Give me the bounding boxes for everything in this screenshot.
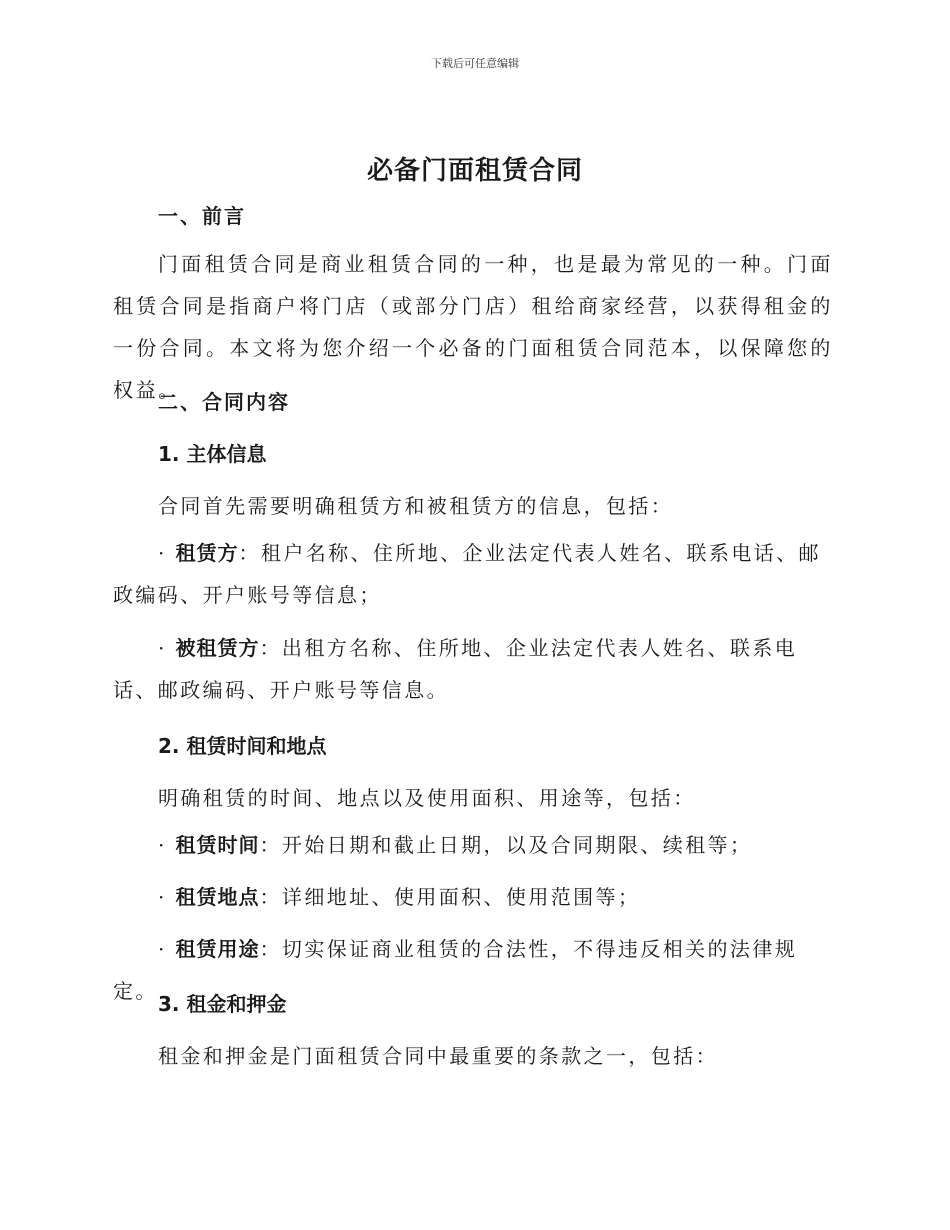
bullet-text: ：详细地址、使用面积、使用范围等；	[259, 885, 641, 909]
bullet-item-lessee	[113, 532, 833, 616]
party-info-intro: 合同首先需要明确租赁方和被租赁方的信息，包括：	[158, 494, 674, 518]
subsection-heading-time-location: 2. 租赁时间和地点	[158, 734, 327, 758]
subsection-heading-party-info: 1. 主体信息	[158, 442, 267, 466]
bullet-item-lessor	[113, 627, 833, 711]
time-location-intro: 明确租赁的时间、地点以及使用面积、用途等，包括：	[158, 786, 696, 810]
bullet-text: ：开始日期和截止日期，以及合同期限、续租等；	[259, 833, 753, 857]
bullet-term: 租赁时间	[175, 833, 260, 857]
bullet-marker: ·	[158, 885, 176, 909]
section-heading-preface: 一、前言	[158, 204, 246, 228]
subsection-heading-rent-deposit: 3. 租金和押金	[158, 992, 287, 1016]
bullet-item-lease-time	[113, 824, 833, 866]
section-heading-contract-content: 二、合同内容	[158, 390, 290, 414]
header-note: 下载后可任意编辑	[431, 57, 519, 70]
bullet-marker: ·	[158, 937, 176, 961]
bullet-text: ：出租方名称、住所地、企业法定代表人姓名、联系电话、邮政编码、开户账号等信息。	[113, 636, 798, 702]
bullet-marker: ·	[158, 636, 176, 660]
bullet-text: ：租户名称、住所地、企业法定代表人姓名、联系电话、邮政编码、开户账号等信息；	[113, 541, 821, 607]
bullet-term: 租赁用途	[175, 937, 260, 961]
bullet-term: 被租赁方	[175, 636, 260, 660]
bullet-item-lease-location	[113, 876, 833, 918]
preface-paragraph: 门面租赁合同是商业租赁合同的一种，也是最为常见的一种。门面租赁合同是指商户将门店（或部分门店）租给商家经营，以获得租金的一份合同。本文将为您介绍一个必备的门面租赁合同范本，以保障您的权益。	[113, 252, 833, 402]
rent-deposit-intro: 租金和押金是门面租赁合同中最重要的条款之一，包括：	[158, 1044, 718, 1068]
bullet-text: ：切实保证商业租赁的合法性，不得违反相关的法律规定。	[113, 937, 798, 1003]
document-title: 必备门面租赁合同	[366, 156, 583, 186]
bullet-marker: ·	[158, 833, 176, 857]
bullet-term: 租赁方	[175, 541, 239, 565]
bullet-marker: ·	[158, 541, 176, 565]
bullet-term: 租赁地点	[175, 885, 260, 909]
